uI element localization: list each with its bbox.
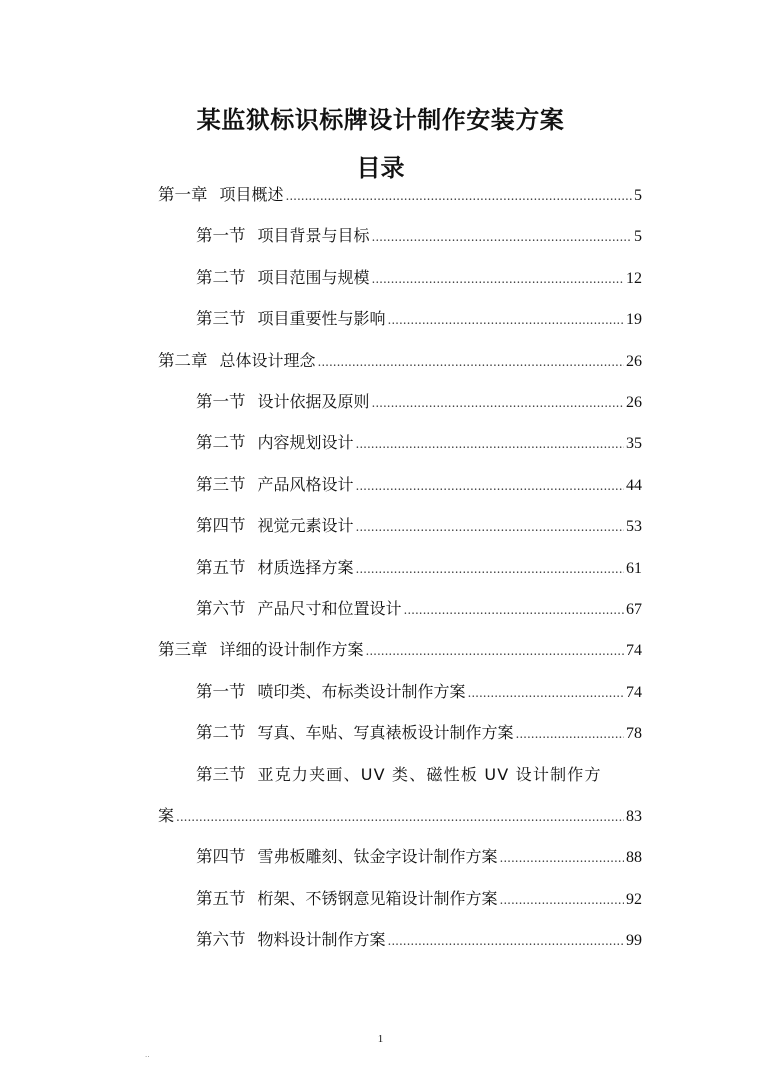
toc-entry-text: 桁架、不锈钢意见箱设计制作方案 <box>257 888 498 908</box>
toc-section-entry[interactable] <box>196 721 642 745</box>
toc-entry-text: 写真、车贴、写真裱板设计制作方案 <box>257 723 514 743</box>
toc-leader-dots <box>318 350 624 374</box>
toc-leader-dots <box>516 722 624 746</box>
page-number: 1 <box>377 1033 384 1045</box>
toc-section-entry[interactable] <box>196 597 642 621</box>
toc-section-entry[interactable] <box>196 473 642 497</box>
toc-entry-label: 第二节 <box>196 723 246 743</box>
toc-entry-text: 设计依据及原则 <box>257 392 370 411</box>
toc-entry-text: 总体设计理念 <box>219 350 316 370</box>
corner-mark: .. <box>145 1050 150 1059</box>
document-title: 某监狱标识标牌设计制作安装方案 <box>196 106 565 134</box>
toc-entry-page: 78 <box>626 725 642 743</box>
toc-entry-page: 74 <box>626 683 642 701</box>
toc-section-entry[interactable] <box>196 845 642 869</box>
toc-section-entry[interactable] <box>196 887 642 911</box>
toc-leader-dots <box>356 515 624 539</box>
toc-entry-text: 项目概述 <box>219 185 284 204</box>
toc-entry-page: 35 <box>626 435 642 453</box>
toc-entry-label: 第四节 <box>196 847 246 867</box>
toc-leader-dots <box>176 805 624 829</box>
toc-entry-text: 物料设计制作方案 <box>257 930 386 950</box>
toc-entry-page: 99 <box>626 932 642 950</box>
toc-entry-page: 74 <box>626 642 642 660</box>
toc-section-entry[interactable] <box>196 224 642 248</box>
toc-leader-dots <box>366 639 624 663</box>
toc-entry-label: 第四节 <box>196 516 246 536</box>
toc-entry-text: 详细的设计制作方案 <box>219 640 364 660</box>
toc-leader-dots <box>372 391 624 415</box>
toc-entry-label: 第三节 <box>196 309 246 329</box>
toc-section-entry[interactable] <box>196 680 642 704</box>
toc-chapter-entry[interactable] <box>158 183 642 207</box>
toc-entry-page: 88 <box>626 849 642 867</box>
toc-leader-dots <box>372 267 624 291</box>
toc-heading: 目录 <box>356 154 405 182</box>
toc-entry-text: 内容规划设计 <box>257 433 354 453</box>
toc-entry-text: 产品风格设计 <box>257 474 354 494</box>
toc-entry-text: 项目背景与目标 <box>257 226 370 246</box>
toc-entry-label: 第二章 <box>158 350 208 370</box>
toc-leader-dots <box>388 929 624 953</box>
toc-entry-label: 第二节 <box>196 433 246 453</box>
toc-entry-page: 26 <box>626 394 642 411</box>
toc-chapter-entry[interactable] <box>158 349 642 373</box>
toc-entry-page: 61 <box>626 559 642 577</box>
toc-entry-label: 第五节 <box>196 557 246 577</box>
toc-section-entry-continued[interactable] <box>158 804 642 828</box>
toc-entry-text: 项目范围与规模 <box>257 267 370 287</box>
toc-section-entry[interactable] <box>196 514 642 538</box>
toc-entry-label: 第一节 <box>196 226 246 246</box>
toc-section-entry[interactable] <box>196 390 642 414</box>
toc-section-entry[interactable] <box>196 928 642 952</box>
toc-leader-dots <box>356 474 624 498</box>
toc-leader-dots <box>356 557 624 581</box>
toc-chapter-entry[interactable] <box>158 638 642 662</box>
toc-entry-label: 第三章 <box>158 640 208 660</box>
toc-leader-dots <box>468 681 624 705</box>
toc-entry-page: 12 <box>626 269 642 287</box>
toc-entry-text: 亚克力夹画、UV 类、磁性板 UV 设计制作方 <box>257 764 602 784</box>
toc-entry-text: 雪弗板雕刻、钛金字设计制作方案 <box>257 847 498 867</box>
toc-section-entry[interactable] <box>196 556 642 580</box>
toc-entry-label: 第六节 <box>196 599 246 618</box>
toc-entry-page: 44 <box>626 476 642 494</box>
toc-entry-text: 产品尺寸和位置设计 <box>257 599 402 618</box>
toc-section-entry[interactable] <box>196 431 642 455</box>
toc-entry-page: 53 <box>626 518 642 536</box>
toc-entry-text: 视觉元素设计 <box>257 516 354 536</box>
toc-entry-page: 5 <box>634 228 642 246</box>
toc-entry-page: 67 <box>626 601 642 618</box>
toc-leader-dots <box>356 432 624 456</box>
toc-entry-text: 喷印类、布标类设计制作方案 <box>257 681 466 701</box>
toc-leader-dots <box>372 225 632 249</box>
toc-entry-page: 19 <box>626 311 642 329</box>
toc-entry-label: 第六节 <box>196 930 246 950</box>
toc-leader-dots <box>500 888 624 912</box>
toc-entry-label: 第三节 <box>196 474 246 494</box>
toc-entry-page: 5 <box>634 187 642 204</box>
toc-entry-label: 第一节 <box>196 681 246 701</box>
toc-entry-label: 第二节 <box>196 267 246 287</box>
toc-entry-page: 83 <box>626 808 642 825</box>
toc-entry-text: 材质选择方案 <box>257 557 354 577</box>
toc-entry-page: 92 <box>626 890 642 908</box>
toc-leader-dots <box>286 184 632 208</box>
toc-entry-text-continued: 案 <box>158 806 175 825</box>
toc-entry-label: 第一章 <box>158 185 208 204</box>
toc-leader-dots <box>500 846 624 870</box>
toc-entry-text: 项目重要性与影响 <box>257 309 386 329</box>
toc-entry-page: 26 <box>626 352 642 370</box>
toc-section-entry[interactable] <box>196 307 642 331</box>
toc-entry-label: 第五节 <box>196 888 246 908</box>
toc-leader-dots <box>388 308 624 332</box>
toc-entry-label: 第一节 <box>196 392 246 411</box>
toc-leader-dots <box>404 598 624 622</box>
toc-section-entry[interactable] <box>196 763 642 787</box>
toc-section-entry[interactable] <box>196 266 642 290</box>
toc-entry-label: 第三节 <box>196 764 246 784</box>
